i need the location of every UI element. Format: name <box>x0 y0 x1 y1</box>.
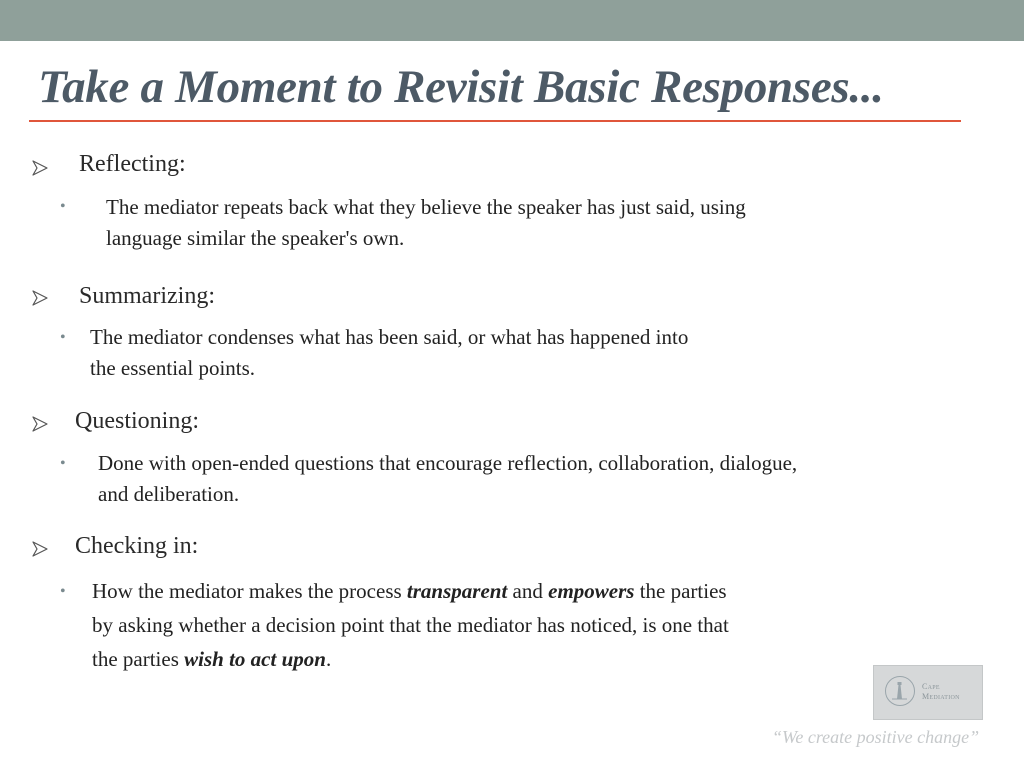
bullet-dot: • <box>60 583 66 600</box>
footer-tagline: “We create positive change” <box>772 727 980 747</box>
section-body-questioning <box>98 448 797 510</box>
body-line: the parties wish to act upon. <box>92 647 332 671</box>
bullet-dot: • <box>60 455 66 472</box>
slide-title: Take a Moment to Revisit Basic Responses... <box>38 61 884 113</box>
arrow-bullet-icon <box>32 290 48 306</box>
arrow-bullet-icon <box>32 160 48 176</box>
section-heading-questioning: Questioning: <box>75 408 199 434</box>
body-line: by asking whether a decision point that the mediator has noticed, is one that <box>92 613 729 637</box>
section-heading-reflecting: Reflecting: <box>79 151 186 177</box>
body-line: and deliberation. <box>98 482 240 506</box>
body-line: language similar the speaker's own. <box>106 226 405 250</box>
section-body-checking-in <box>92 574 729 676</box>
logo-text <box>922 682 960 702</box>
section-heading-summarizing: Summarizing: <box>79 283 215 309</box>
bullet-dot: • <box>60 198 66 215</box>
arrow-bullet-icon <box>32 541 48 557</box>
body-line: The mediator condenses what has been said, or what has happened into <box>90 325 689 349</box>
emphasis-wish-to-act-upon: wish to act upon <box>184 647 326 671</box>
bullet-dot: • <box>60 329 66 346</box>
body-line: Done with open-ended questions that encourage reflection, collaboration, dialogue, <box>98 451 798 475</box>
body-line: How the mediator makes the process transparent and empowers the parties <box>92 579 727 603</box>
emphasis-transparent: transparent <box>406 579 508 603</box>
section-heading-checking-in: Checking in: <box>75 533 199 559</box>
top-band <box>0 0 1024 41</box>
lighthouse-icon <box>885 676 915 706</box>
arrow-bullet-icon <box>32 416 48 432</box>
body-line: the essential points. <box>90 356 256 380</box>
emphasis-empowers: empowers <box>548 579 635 603</box>
logo-text-line2: Mediation <box>922 692 960 701</box>
title-underline <box>29 120 961 122</box>
body-line: The mediator repeats back what they believe the speaker has just said, using <box>106 195 746 219</box>
logo-text-line1: Cape <box>922 682 940 691</box>
section-body-summarizing <box>90 322 688 384</box>
section-body-reflecting <box>106 192 746 254</box>
company-logo <box>873 665 983 720</box>
